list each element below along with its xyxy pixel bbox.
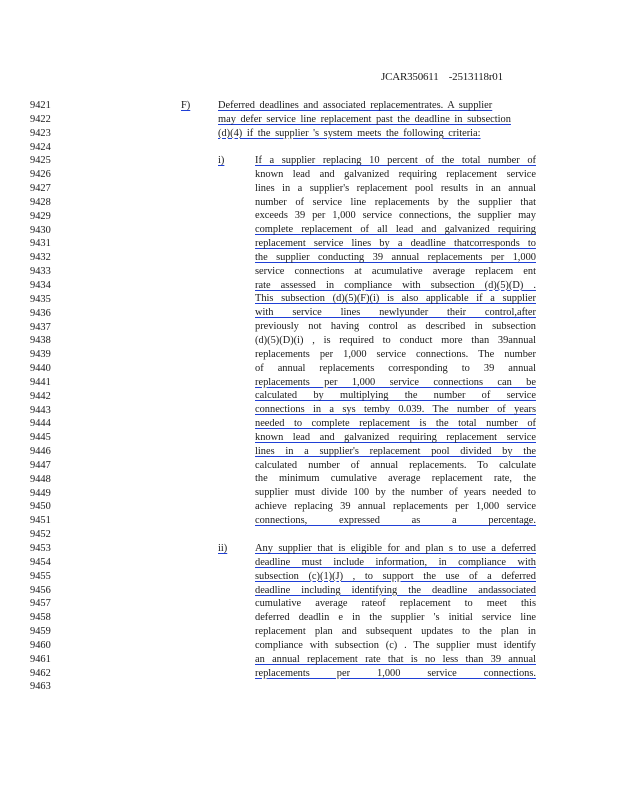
line-number: 9427: [30, 183, 51, 195]
line-numbers-column: [30, 99, 51, 694]
text-line-content: This subsection (d)(5)(F)(i) is also applicable if a supplier: [255, 293, 536, 305]
text-line-content: may defer service line replacement past the deadline in subsection: [218, 113, 511, 125]
line-number: 9435: [30, 293, 51, 305]
line-number: 9439: [30, 349, 51, 361]
text-line: [255, 431, 536, 445]
line-number: 9434: [30, 279, 51, 291]
line-number: 9463: [30, 681, 51, 693]
text-line: [255, 625, 536, 639]
line-number: 9438: [30, 335, 51, 347]
line-number: 9462: [30, 667, 51, 679]
text-line-content: replacements per 1,000 service connections can be: [255, 376, 536, 388]
text-line: [255, 320, 536, 334]
text-line: [255, 542, 536, 556]
text-line-content: subsection (c)(1)(J) , to support the use of a deferred: [255, 570, 536, 582]
line-number: 9429: [30, 210, 51, 222]
line-number: 9428: [30, 196, 51, 208]
text-line: [255, 389, 536, 403]
text-line-content: cumulative average rateof replacement to meet this: [255, 598, 536, 610]
text-line-content: deferred deadlin e in the supplier 's initial service line: [255, 612, 536, 624]
text-line-content: complete replacement of all lead and galvanized requiring: [255, 224, 536, 236]
text-line-content: replacements per 1,000 service connections. The number: [255, 348, 536, 360]
line-number: 9450: [30, 501, 51, 513]
text-line-content: of annual replacements corresponding to 39 annual: [255, 362, 536, 374]
text-line-content: calculated by multiplying the number of service: [255, 390, 536, 402]
text-line: [255, 292, 536, 306]
text-line: [255, 653, 536, 667]
text-line-content: service connections at acumulative average replacem ent: [255, 265, 536, 277]
text-line-content: with service lines newlyunder their control,after: [255, 307, 536, 319]
line-number: 9444: [30, 418, 51, 430]
text-line: [255, 417, 536, 431]
text-line: [255, 348, 536, 362]
text-line-content: Deferred deadlines and associated replacementrates. A supplier: [218, 100, 493, 111]
text-line: [255, 584, 536, 598]
text-line-content: number of service line replacements by the supplier that: [255, 196, 536, 208]
text-line-content: If a supplier replacing 10 percent of the total number of: [255, 155, 536, 166]
text-line-content: calculated number of annual replacements. To calculate: [255, 459, 536, 471]
text-line: [255, 445, 536, 459]
line-number: 9421: [30, 100, 51, 111]
line-number: 9457: [30, 598, 51, 610]
text-line-content: known lead and galvanized requiring replacement service: [255, 168, 536, 180]
line-number: 9454: [30, 556, 51, 568]
text-line: [255, 196, 536, 210]
text-line-content: an annual replacement rate that is no less than 39 annual: [255, 653, 536, 665]
item-i-label: i): [218, 155, 225, 166]
line-number: 9449: [30, 487, 51, 499]
line-number: 9432: [30, 252, 51, 264]
line-number: 9426: [30, 169, 51, 181]
text-line: [255, 237, 536, 251]
text-line: [255, 500, 536, 514]
text-line: [255, 334, 536, 348]
text-line-content: deadline must include information, in compliance with: [255, 556, 536, 568]
text-line: [255, 223, 536, 237]
text-line: [255, 376, 536, 390]
text-line: [218, 113, 538, 127]
line-number: 9447: [30, 459, 51, 471]
line-number: 9455: [30, 570, 51, 582]
line-number: 9458: [30, 612, 51, 624]
text-line-content: rate assessed in compliance with subsection (d)(5)(D) .: [255, 279, 536, 291]
line-number: 9461: [30, 653, 51, 665]
line-number: 9424: [30, 141, 51, 153]
text-line-content: the supplier conducting 39 annual replacements per 1,000: [255, 251, 536, 263]
text-line: [255, 362, 536, 376]
text-line-content: connections in a sys temby 0.039. The number of years: [255, 404, 536, 416]
text-line: [255, 486, 536, 500]
text-line: [255, 667, 536, 681]
text-line: [255, 570, 536, 584]
line-number: 9437: [30, 321, 51, 333]
text-line: [255, 639, 536, 653]
item-i-text: [255, 154, 536, 528]
text-line-content: connections, expressed as a percentage.: [255, 514, 536, 526]
line-number: 9431: [30, 238, 51, 250]
text-line: [255, 472, 536, 486]
line-number: 9433: [30, 266, 51, 278]
text-line-content: the minimum cumulative average replacement rate, the: [255, 473, 536, 485]
text-line: [218, 127, 538, 141]
text-line: [255, 279, 536, 293]
line-number: 9452: [30, 529, 51, 541]
line-number: 9423: [30, 127, 51, 139]
line-number: 9441: [30, 376, 51, 388]
text-line-content: known lead and galvanized requiring replacement service: [255, 431, 536, 443]
text-line-content: achieve replacing 39 annual replacements per 1,000 service: [255, 501, 536, 513]
text-line-content: Any supplier that is eligible for and plan s to use a deferred: [255, 543, 536, 554]
text-line-content: compliance with subsection (c) . The supplier must identify: [255, 639, 536, 651]
text-line-content: lines in a supplier's replacement pool divided by the: [255, 445, 536, 457]
line-number: 9436: [30, 307, 51, 319]
text-line: [255, 514, 536, 528]
section-label: F): [181, 100, 191, 111]
text-line-content: lines in a supplier's replacement pool results in an annual: [255, 182, 536, 194]
text-line: [255, 403, 536, 417]
text-line: [255, 306, 536, 320]
line-number: 9440: [30, 363, 51, 375]
line-number: 9422: [30, 113, 51, 125]
text-line-content: exceeds 39 per 1,000 service connections, the supplier may: [255, 210, 536, 222]
text-line-content: (d)(5)(D)(i) , is required to conduct more than 39annual: [255, 334, 536, 346]
text-line-content: replacement plan and subsequent updates to the plan in: [255, 626, 536, 638]
text-line-content: deadline including identifying the deadline andassociated: [255, 584, 536, 596]
text-line: [255, 597, 536, 611]
line-number: 9451: [30, 515, 51, 527]
line-number: 9453: [30, 543, 51, 554]
line-number: 9459: [30, 626, 51, 638]
item-ii-label: ii): [218, 543, 228, 554]
line-number: 9425: [30, 155, 51, 167]
text-line: [255, 459, 536, 473]
text-line-content: needed to complete replacement is the total number of: [255, 418, 536, 430]
line-number: 9446: [30, 446, 51, 458]
text-line: [255, 182, 536, 196]
line-number: 9448: [30, 473, 51, 485]
text-line-content: replacements per 1,000 service connections.: [255, 667, 536, 679]
text-line: [255, 168, 536, 182]
text-line: [255, 265, 536, 279]
text-line-content: supplier must divide 100 by the number of years needed to: [255, 487, 536, 499]
line-number: 9456: [30, 584, 51, 596]
text-line: [255, 154, 536, 168]
text-line: [255, 209, 536, 223]
line-number: 9460: [30, 639, 51, 651]
section-f-text: [218, 99, 538, 141]
line-number: 9443: [30, 404, 51, 416]
text-line-content: replacement service lines by a deadline thatcorresponds to: [255, 238, 536, 250]
text-line: [255, 251, 536, 265]
text-line: [218, 99, 538, 113]
document-id-header: JCAR350611 -2513118r01: [381, 71, 503, 83]
line-number: 9442: [30, 390, 51, 402]
text-line: [255, 556, 536, 570]
line-number: 9430: [30, 224, 51, 236]
line-number: 9445: [30, 432, 51, 444]
text-line: [255, 611, 536, 625]
text-line-content: (d)(4) if the supplier 's system meets the following criteria:: [218, 127, 481, 139]
item-ii-text: [255, 542, 536, 680]
text-line-content: previously not having control as described in subsection: [255, 321, 536, 333]
